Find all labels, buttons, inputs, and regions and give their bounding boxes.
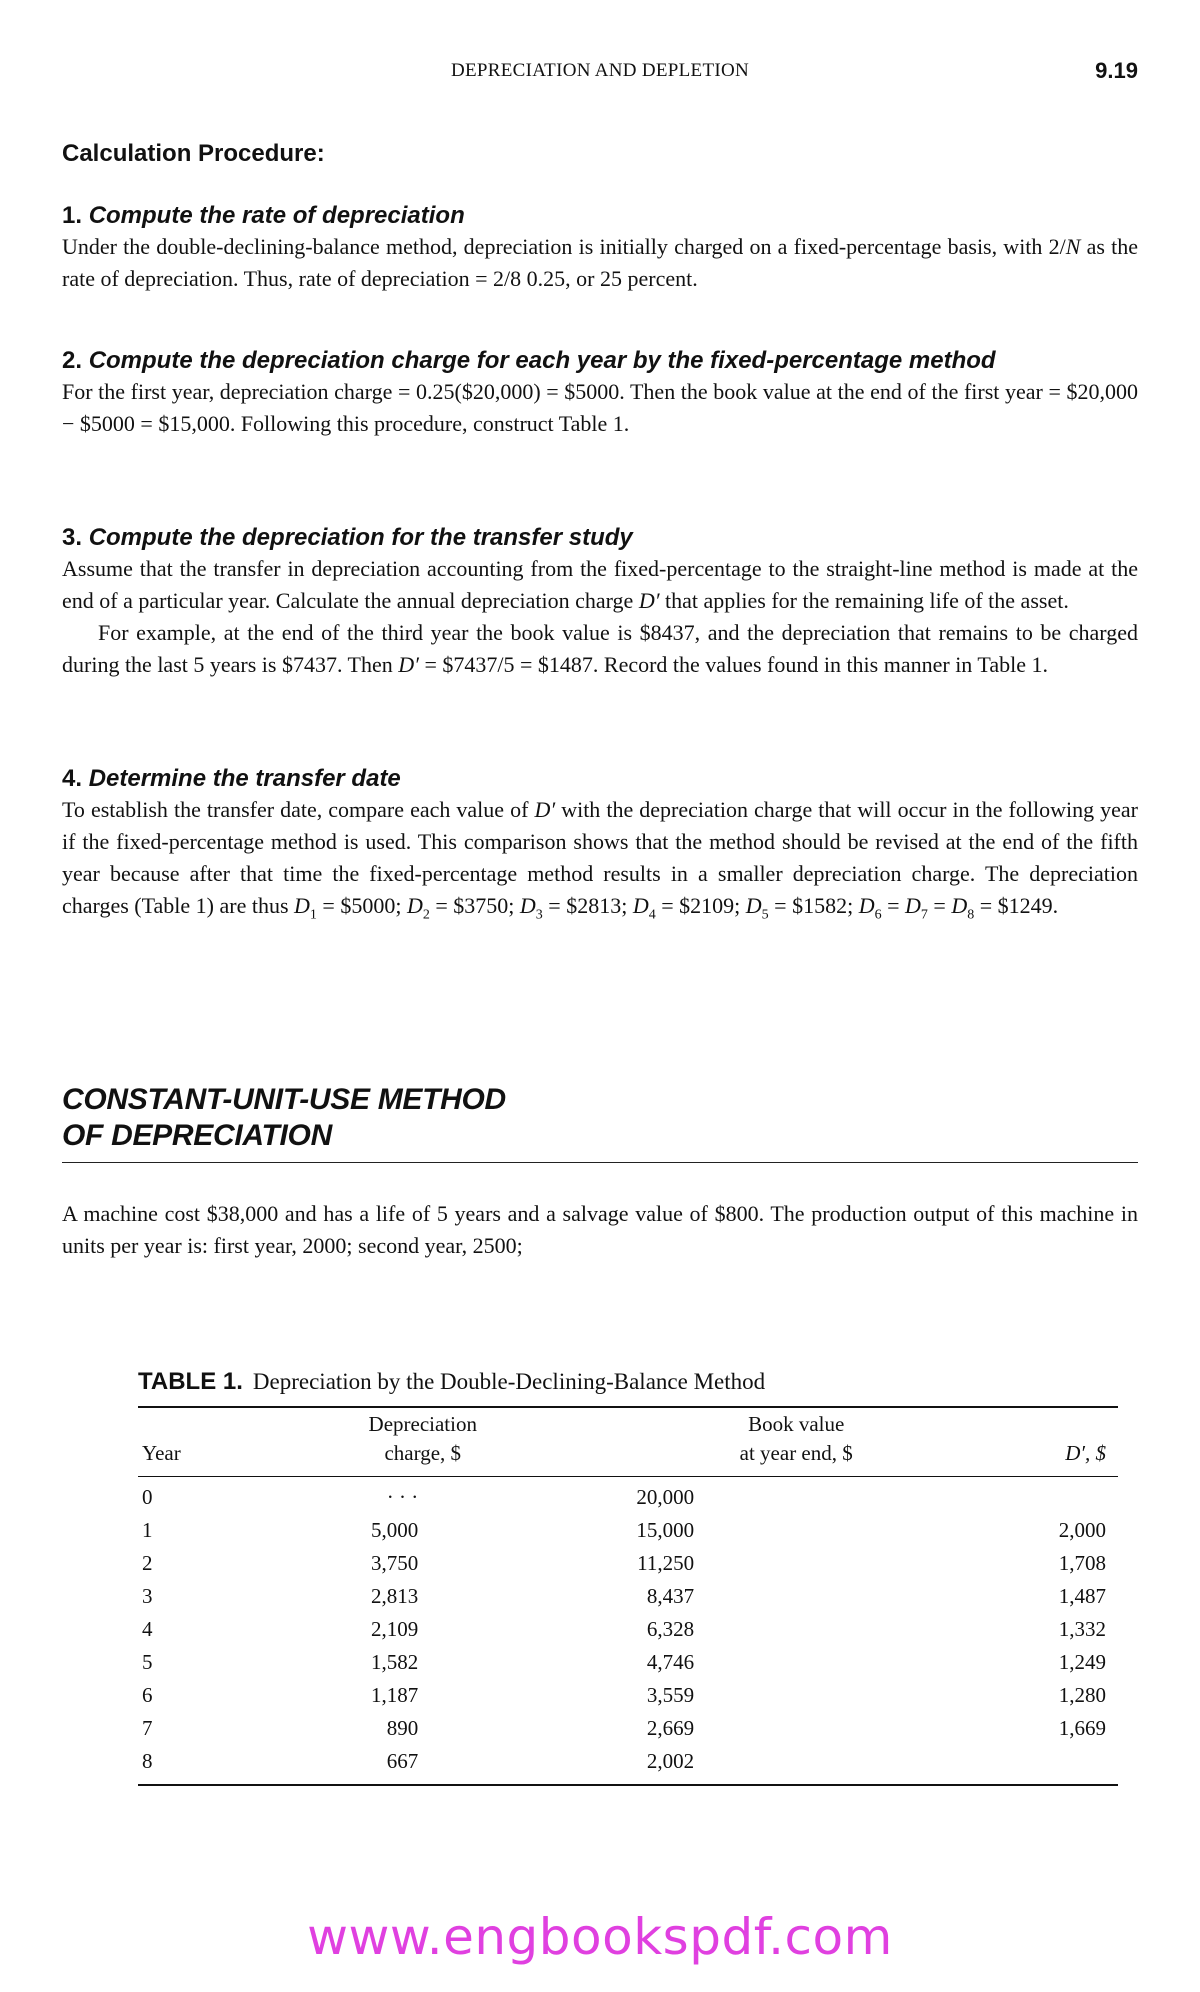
cell-spacer: [694, 1547, 997, 1580]
table-row: [138, 1712, 1118, 1745]
cell-book-value: 11,250: [637, 1551, 695, 1575]
step-paragraph: For the first year, depreciation charge = 0.25($20,000) = $5000. Then the book value at the end of the first year = $20,000 − $5000 = $15,000. Following this procedure, construct Table 1.: [62, 379, 1138, 436]
charge-d2: $3750: [453, 893, 509, 918]
variable: D′: [398, 652, 419, 677]
cell-year: 7: [142, 1716, 153, 1740]
text-run: Assume that the transfer in depreciation accounting from the fixed-percentage to the straight-line method is made at the end of a particular year. Calculate the annual depreciation charge: [62, 556, 1138, 613]
header-line: at year end, $: [739, 1441, 853, 1465]
cell-dprime: 1,280: [1058, 1683, 1106, 1707]
cell-dprime: 2,000: [1058, 1518, 1106, 1542]
text-run: Under the double-declining-balance method, depreciation is initially charged on a fixed-percentage basis, with 2/: [62, 234, 1066, 259]
page-number: 9.19: [1095, 58, 1138, 83]
cell-depreciation: · · ·: [386, 1485, 419, 1509]
text-run: with the depreciation charge that will occur in the following year if the fixed-percentage method is used. This comparison shows that the method should be revised at the end of the fifth year because after that time the fixed-percentage method results in a smaller depreciation charge. The depreciation charges (Table 1) are thus: [62, 797, 1138, 918]
cell-book-value: 20,000: [636, 1485, 695, 1509]
procedure-heading: Calculation Procedure:: [62, 140, 325, 167]
cell-dprime: 1,332: [1058, 1617, 1106, 1641]
step-title: Compute the depreciation charge for each year by the fixed-percentage method: [88, 347, 996, 374]
cell-depreciation: 2,813: [371, 1584, 419, 1608]
variable: D′: [534, 797, 556, 822]
step-number: 3.: [62, 524, 83, 551]
cell-spacer: [694, 1580, 997, 1613]
step-heading: [62, 763, 1138, 794]
cell-depreciation: 5,000: [371, 1518, 419, 1542]
cell-book-value: 8,437: [646, 1584, 695, 1608]
variable: D′: [638, 588, 660, 613]
table-row: [138, 1514, 1118, 1547]
cell-book-value: 4,746: [646, 1650, 695, 1674]
col-header-dprime: [997, 1407, 1118, 1477]
header-line: D′, $: [1065, 1441, 1106, 1465]
cell-book-value: 2,002: [595, 1745, 694, 1785]
charge-d3: $2813: [566, 893, 622, 918]
cell-book-value: 2,669: [646, 1716, 695, 1740]
cell-depreciation: 1,582: [371, 1650, 419, 1674]
table-caption: [138, 1368, 1118, 1396]
running-head: [62, 60, 1138, 90]
step-paragraph: To establish the transfer date, compare each value of D′ with the depreciation charge that will occur in the following year if the fixed-percentage method is used. This comparison shows that the method should be revised at the end of the fifth year because after that time the fixed-percentage method results in a smaller depreciation charge. The depreciation charges (Table 1) are thus $D_1$ = $5000; $D_2$ = $3750; $D_3$ = $2813; $D_4$ = $2109; $D_5$ = $1582; $D_6 = D_7 = D_8$ = $1249.: [62, 797, 1138, 923]
section-rule: [62, 1162, 1138, 1163]
step-number: 2.: [62, 347, 83, 374]
cell-spacer: [418, 1580, 595, 1613]
cell-year: 8: [138, 1745, 250, 1785]
table-row: [138, 1477, 1118, 1515]
running-title: DEPRECIATION AND DEPLETION: [450, 60, 750, 81]
table-header-row: [138, 1407, 1118, 1477]
cell-spacer: [694, 1477, 997, 1515]
depreciation-table: [138, 1406, 1118, 1786]
table-1: [138, 1368, 1118, 1786]
col-header-book-value: [595, 1407, 997, 1477]
cell-year: 4: [142, 1617, 153, 1641]
table-row: [138, 1646, 1118, 1679]
watermark: www.engbookspdf.com: [307, 1908, 893, 1966]
cell-depreciation: 2,109: [371, 1617, 419, 1641]
step-title: Determine the transfer date: [88, 765, 401, 792]
cell-spacer: [694, 1613, 997, 1646]
cell-spacer: [418, 1547, 595, 1580]
step-number: 4.: [62, 765, 83, 792]
cell-book-value: 15,000: [636, 1518, 695, 1542]
charge-d4: $2109: [679, 893, 735, 918]
cell-spacer: [694, 1646, 997, 1679]
cell-year: 6: [142, 1683, 153, 1707]
cell-spacer: [694, 1712, 997, 1745]
cell-year: 2: [142, 1551, 153, 1575]
header-line: Book value: [748, 1412, 845, 1436]
cell-spacer: [694, 1514, 997, 1547]
charge-d5: $1582: [792, 893, 848, 918]
cell-spacer: [418, 1477, 595, 1515]
cell-dprime: [997, 1745, 1118, 1785]
table-row: [138, 1745, 1118, 1785]
step-paragraph: [62, 231, 1138, 295]
cell-spacer: [418, 1712, 595, 1745]
step-heading: [62, 200, 1138, 231]
text-run: For example, at the end of the third year the book value is $8437, and the depreciation that remains to be charged during the last 5 years is $7437. Then: [62, 620, 1138, 677]
header-line: Depreciation: [368, 1412, 477, 1436]
table-caption-text: Depreciation by the Double-Declining-Balance Method: [252, 1369, 766, 1394]
step-heading: [62, 522, 1138, 553]
cell-depreciation: 667: [250, 1745, 418, 1785]
step-title: Compute the rate of depreciation: [88, 202, 465, 229]
cell-spacer: [418, 1646, 595, 1679]
cell-year: 5: [142, 1650, 153, 1674]
cell-spacer: [694, 1679, 997, 1712]
col-header-year: Year: [138, 1407, 250, 1477]
section-paragraph: A machine cost $38,000 and has a life of 5 years and a salvage value of $800. The production output of this machine in units per year is: first year, 2000; second year, 2500;: [62, 1201, 1138, 1258]
table-label: TABLE 1.: [138, 1368, 243, 1395]
col-header-depreciation: [250, 1407, 595, 1477]
cell-year: 3: [142, 1584, 153, 1608]
text-run: that applies for the remaining life of the asset.: [659, 588, 1069, 613]
cell-spacer: [694, 1745, 997, 1785]
section-title-line: OF DEPRECIATION: [62, 1119, 332, 1152]
charge-d6-d8: $1249: [997, 893, 1053, 918]
cell-dprime: 1,708: [1058, 1551, 1106, 1575]
cell-year: 0: [142, 1485, 153, 1509]
header-line: charge, $: [384, 1441, 462, 1465]
cell-depreciation: 890: [386, 1716, 419, 1740]
step-number: 1.: [62, 202, 83, 229]
table-row: [138, 1613, 1118, 1646]
step-2: [62, 345, 1138, 440]
cell-dprime: 1,487: [1058, 1584, 1106, 1608]
cell-spacer: [418, 1613, 595, 1646]
variable: N: [1065, 234, 1081, 259]
table-row: [138, 1547, 1118, 1580]
text-run: = $7437/5 = $1487. Record the values found in this manner in Table 1.: [418, 652, 1048, 677]
step-4: [62, 763, 1138, 922]
step-title: Compute the depreciation for the transfer study: [88, 524, 633, 551]
step-paragraph: [62, 553, 1138, 617]
cell-depreciation: 3,750: [371, 1551, 419, 1575]
cell-spacer: [418, 1679, 595, 1712]
cell-spacer: [418, 1745, 595, 1785]
cell-dprime: 1,249: [1058, 1650, 1106, 1674]
cell-depreciation: 1,187: [371, 1683, 419, 1707]
step-1: [62, 200, 1138, 295]
step-3: [62, 522, 1138, 681]
table-row: [138, 1580, 1118, 1613]
table-row: [138, 1679, 1118, 1712]
cell-book-value: 3,559: [646, 1683, 695, 1707]
cell-book-value: 6,328: [646, 1617, 695, 1641]
step-heading: [62, 345, 1138, 376]
section-title: [62, 1082, 1138, 1154]
charge-d1: $5000: [340, 893, 396, 918]
section-title-line: CONSTANT-UNIT-USE METHOD: [62, 1083, 506, 1116]
text-run: as the rate of depreciation. Thus, rate of depreciation = 2/8 0.25, or 25 percent.: [62, 234, 1139, 291]
step-paragraph: [62, 617, 1138, 681]
cell-dprime: [997, 1477, 1118, 1515]
cell-spacer: [418, 1514, 595, 1547]
text-run: To establish the transfer date, compare each value of: [62, 797, 535, 822]
cell-dprime: 1,669: [1058, 1716, 1106, 1740]
cell-year: 1: [142, 1518, 153, 1542]
